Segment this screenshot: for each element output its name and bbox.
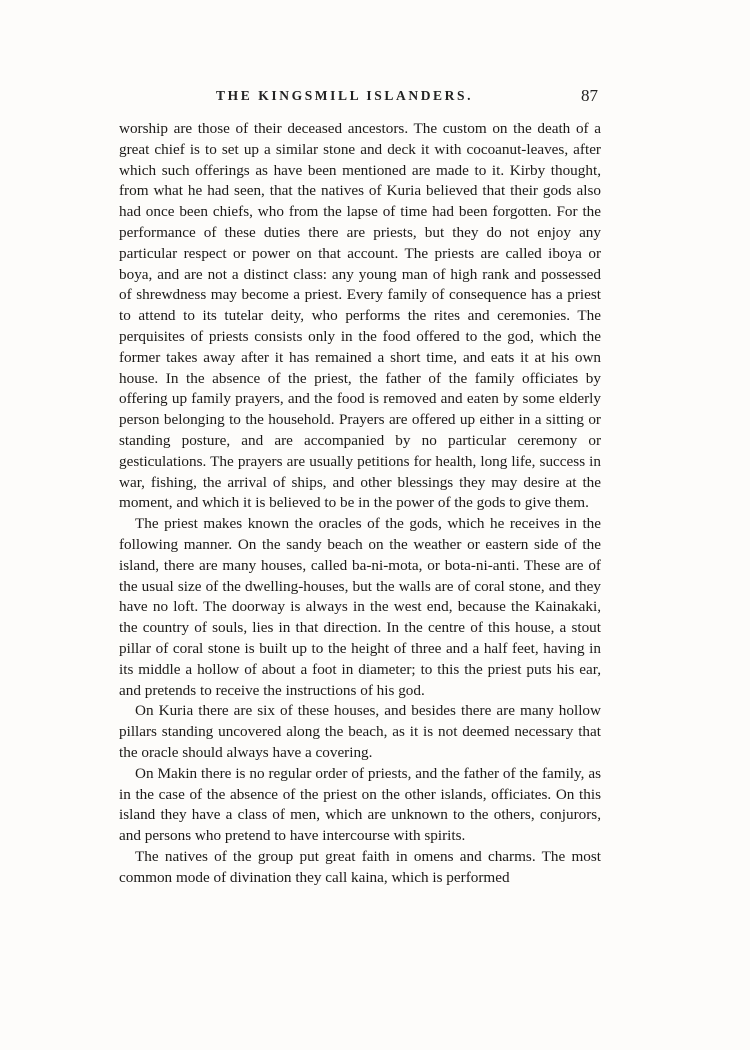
page-number: 87 (581, 86, 598, 105)
page-header (118, 86, 600, 110)
paragraph-kuria: On Kuria there are six of these houses, and besides there are many hollow pillars standing uncovered along the beach, as it is not deemed necessary that the oracle should always have a covering. (119, 702, 601, 761)
paragraph-continued: worship are those of their deceased ancestors. The custom on the death of a great chief is to set up a similar stone and deck it with cocoanut-leaves, after which such offerings as have been mentioned are made to it. Kirby thought, from what he had seen, that the natives of Kuria believed that their gods also had once been chiefs, who from the lapse of time had been forgotten. For the performance of these duties there are priests, but they do not enjoy any particular respect or power on that account. The priests are called iboya or boya, and are not a distinct class: any young man of high rank and possessed of shrewdness may become a priest. Every family of consequence has a priest to attend to its tutelar deity, who performs the rites and ceremonies. The perquisites of priests consists only in the food offered to the god, which the former takes away after it has remained a short time, and eats it at his own house. In the absence of the priest, the father of the family officiates by offering up family prayers, and the food is removed and eaten by some elderly person belonging to the household. Prayers are offered up either in a sitting or standing posture, and are accompanied by no particular ceremony or gesticulations. The prayers are usually petitions for health, long life, success in war, fishing, the arrival of ships, and other blessings they may desire at the moment, and which it is believed to be in the power of the gods to give them. (119, 120, 601, 512)
paragraph-omens: The natives of the group put great faith in omens and charms. The most common mode of divination they call kaina, which is performed (119, 847, 601, 886)
paragraph-makin: On Makin there is no regular order of priests, and the father of the family, as in the case of the absence of the priest on the other islands, officiates. On this island they have a class of men, which are unknown to the others, conjurors, and persons who pretend to have intercourse with spirits. (119, 764, 601, 845)
running-head: THE KINGSMILL ISLANDERS. (216, 88, 474, 103)
paragraph-oracles: The priest makes known the oracles of the gods, which he receives in the following manner. On the sandy beach on the weather or eastern side of the island, there are many houses, called ba-ni-mota, or bota-ni-anti. These are of the usual size of the dwelling-houses, but the walls are of coral stone, and they have no loft. The doorway is always in the west end, because the Kainakaki, the country of souls, lies in that direction. In the centre of this house, a stout pillar of coral stone is built up to the height of three and a half feet, having in its middle a hollow of about a foot in diameter; to this the priest puts his ear, and pretends to receive the instructions of his god. (119, 515, 601, 699)
body-text (119, 119, 601, 888)
